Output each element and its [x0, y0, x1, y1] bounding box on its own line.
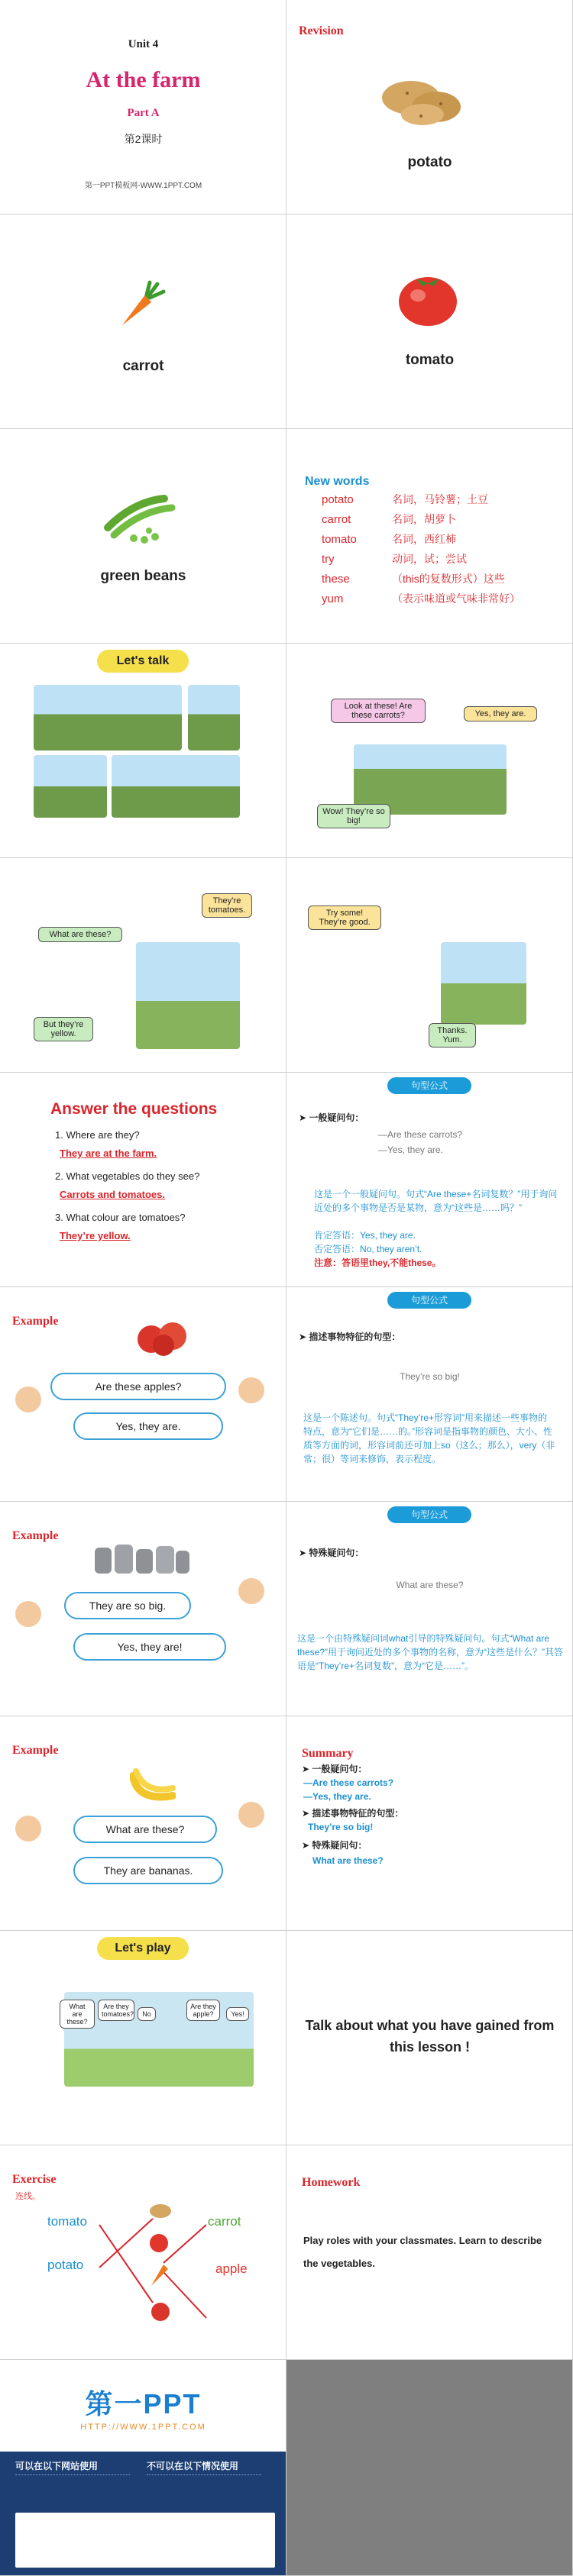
bubble-they-are-so-big: They are so big.: [64, 1592, 191, 1619]
slide-dialogue-try: [286, 858, 573, 1073]
bubble-yes-they-are: Yes, they are.: [464, 706, 537, 721]
pattern-pill: 句型公式: [387, 1506, 471, 1523]
new-word-row: potato 名词，马铃薯；土豆: [322, 493, 488, 506]
pattern-negative: 否定答语：No, they aren’t.: [314, 1244, 422, 1254]
slide-lets-play: [0, 1931, 286, 2145]
farm-scene-4: [112, 755, 240, 818]
bubble-theyre-tomatoes: They’re tomatoes.: [202, 893, 252, 918]
girl-left-avatar: [15, 1601, 41, 1627]
exercise-word-apple: apple: [215, 2261, 248, 2276]
slide-exercise: [0, 2145, 286, 2360]
slide-homework: [286, 2145, 573, 2360]
homework-text: Play roles with your classmates. Learn to describe the vegetables.: [303, 2235, 542, 2269]
exercise-instruction: 连线。: [15, 2192, 40, 2201]
slide-pattern-describe: [286, 1287, 573, 1502]
not-allowed-notes: [147, 2474, 261, 2505]
bubble-no: No: [138, 2007, 156, 2021]
slide-title: [0, 0, 286, 215]
bubble-but-yellow: But they’re yellow.: [34, 1017, 93, 1041]
slide-example-apples: [0, 1287, 286, 1502]
new-word-row: carrot 名词，胡萝卜: [322, 513, 456, 526]
slide-example-bananas: [0, 1716, 286, 1931]
lets-play-pill: Let's play: [97, 1937, 189, 1960]
slide-blank-gray: [286, 2360, 573, 2576]
example-heading: Example: [12, 1315, 59, 1328]
tomato-image: [393, 268, 462, 329]
pattern-pill: 句型公式: [387, 1292, 471, 1309]
bubble-yes-they-are: Yes, they are.: [73, 1412, 223, 1440]
brand-logo: 第一PPT: [85, 2388, 202, 2419]
girl-right-avatar: [238, 1802, 264, 1828]
bubble-what-are-these: What are these?: [73, 1816, 217, 1843]
part-label: Part A: [127, 107, 160, 119]
answer-2: Carrots and tomatoes.: [60, 1189, 165, 1200]
new-word-row: try 动词，试；尝试: [322, 553, 467, 566]
pattern-head: ➤ 描述事物特征的句型：: [299, 1332, 401, 1342]
slide-answer-questions: [0, 1073, 286, 1287]
bubble-are-they-tomatoes: Are they tomatoes?: [98, 2000, 134, 2021]
pattern-pill: 句型公式: [387, 1077, 471, 1094]
bubble-what-are-these: What are these?: [38, 927, 122, 942]
pattern-positive: 肯定答语：Yes, they are.: [314, 1230, 416, 1241]
bubble-try-some: Try some! They’re good.: [308, 905, 381, 930]
slide-green-beans: [0, 429, 286, 644]
slide-brand: [0, 2360, 286, 2576]
exercise-word-tomato: tomato: [47, 2214, 87, 2229]
summary-line-2: —Are these carrots?: [303, 1777, 394, 1788]
talk-about-text: Talk about what you have gained from this lesson !: [305, 2018, 555, 2055]
bubble-thanks: Thanks. Yum.: [429, 1023, 476, 1048]
brand-info-panel: [0, 2452, 286, 2576]
bubble-are-these-apples: Are these apples?: [50, 1373, 226, 1400]
slide-summary: [286, 1716, 573, 1931]
exercise-heading: Exercise: [12, 2173, 57, 2186]
period-label: 第2课时: [124, 133, 163, 145]
girl-right-avatar: [238, 1578, 264, 1604]
potato-image: [377, 69, 468, 130]
pattern-head: ➤ 特殊疑问句：: [299, 1548, 364, 1558]
pattern-head: ➤ 一般疑问句：: [299, 1112, 364, 1123]
slide-new-words: [286, 429, 573, 644]
pattern-example: What are these?: [396, 1580, 464, 1590]
unit-label: Unit 4: [128, 38, 159, 50]
bubble-are-they-apple: Are they apple?: [186, 2000, 220, 2021]
farm-scene-1: [34, 685, 182, 751]
not-allowed-heading: 不可以在以下情况使用: [147, 2461, 239, 2471]
girl-left-avatar: [15, 1386, 41, 1412]
question-1: 1. Where are they?: [55, 1129, 140, 1141]
new-words-heading: New words: [305, 475, 370, 488]
pattern-explain: 这是一个陈述句。句式“They’re+形容词”用来描述一些事物的特点，意为“它们是……的。”形容词是指事物的颜色、大小、性质等方面的词，形容词前还可加上so（这么；那么），very（非常；很）等词来修饰，表示程度。: [303, 1412, 555, 1464]
new-word-row: tomato 名词，西红柿: [322, 533, 456, 546]
word-tomato: tomato: [405, 352, 455, 368]
answer-questions-title: Answer the questions: [50, 1100, 218, 1118]
farm-scene-2: [188, 685, 240, 751]
exercise-word-potato: potato: [47, 2258, 84, 2272]
green-beans-image: [103, 494, 180, 547]
example-heading: Example: [12, 1529, 59, 1542]
source-label: 第一PPT模板网-WWW.1PPT.COM: [84, 182, 202, 190]
bubble-what-are-these: What are these?: [60, 2000, 95, 2029]
try-scene: [441, 942, 526, 1025]
lesson-title: At the farm: [86, 67, 201, 92]
pattern-warning: 注意：答语里they,不能these。: [314, 1257, 442, 1268]
link-list-box: [15, 2513, 275, 2568]
question-2: 2. What vegetables do they see?: [55, 1170, 200, 1182]
pattern-example: They’re so big!: [400, 1371, 460, 1382]
new-word-row: these （this的复数形式）这些: [322, 573, 505, 586]
slide-dialogue-tomatoes: [0, 858, 286, 1073]
girl-right-avatar: [238, 1377, 264, 1403]
apples-image: [134, 1318, 196, 1356]
question-3: 3. What colour are tomatoes?: [55, 1212, 186, 1223]
summary-line-3: —Yes, they are.: [303, 1791, 371, 1802]
slide-talk-about: [286, 1931, 573, 2145]
bubble-they-are-bananas: They are bananas.: [73, 1857, 223, 1884]
bubble-yes-they-are: Yes, they are!: [73, 1633, 226, 1661]
word-green-beans: green beans: [100, 568, 186, 584]
slide-revision: [286, 0, 573, 215]
summary-title: Summary: [302, 1747, 354, 1760]
girl-left-avatar: [15, 1816, 41, 1842]
bubble-wow: Wow! They’re so big!: [317, 804, 390, 828]
farm-scene-3: [34, 755, 107, 818]
revision-heading: Revision: [299, 24, 344, 37]
slide-carrot: [0, 215, 286, 429]
word-potato: potato: [407, 154, 452, 170]
pattern-ex2: —Yes, they are.: [378, 1144, 443, 1155]
bubble-yes: Yes!: [226, 2007, 249, 2021]
new-words-list: [322, 492, 566, 611]
homework-heading: Homework: [302, 2176, 361, 2189]
answer-3: They’re yellow.: [60, 1230, 131, 1241]
summary-line-4: ➤ 描述事物特征的句型：: [302, 1808, 404, 1819]
new-word-row: yum （表示味道或气味非常好）: [322, 592, 520, 605]
example-heading: Example: [12, 1744, 59, 1757]
lets-talk-pill: Let's talk: [97, 650, 189, 673]
pattern-explain: 这是一个一般疑问句。句式“Are these+名词复数？”用于询问近处的多个事物是否是某物，意为“这些是……吗？”: [314, 1189, 558, 1213]
slide-example-big: [0, 1502, 286, 1716]
carrot-image: [115, 279, 168, 333]
summary-line-1: ➤ 一般疑问句：: [302, 1764, 367, 1774]
summary-line-6: ➤ 特殊疑问句：: [302, 1840, 367, 1851]
tomato-scene: [136, 942, 240, 1049]
slide-pattern-what: [286, 1502, 573, 1716]
answer-1: They are at the farm.: [60, 1148, 157, 1159]
summary-line-7: What are these?: [312, 1855, 384, 1866]
allowed-heading: 可以在以下网站使用: [15, 2461, 99, 2471]
bananas-image: [130, 1768, 176, 1805]
allowed-notes: [15, 2474, 130, 2505]
brand-url: HTTP://WWW.1PPT.COM: [80, 2423, 206, 2432]
bubble-look-at-these: Look at these! Are these carrots?: [331, 699, 426, 723]
word-carrot: carrot: [122, 358, 164, 374]
slide-dialogue-carrots: [286, 644, 573, 858]
slide-lets-talk: [0, 644, 286, 858]
slide-pattern-yes-no: [286, 1073, 573, 1287]
pattern-ex1: —Are these carrots?: [378, 1129, 463, 1140]
summary-line-5: They’re so big!: [308, 1822, 374, 1832]
exercise-word-carrot: carrot: [208, 2214, 241, 2229]
slide-tomato: [286, 215, 573, 429]
pattern-explain: 这是一个由特殊疑问词what引导的特殊疑问句。句式“What are these?”用于询问近处的多个事物的名称，意为“这些是什么？”其答语是“They’re+名词复数”，意为“它是……”。: [297, 1633, 564, 1671]
stones-image: [92, 1541, 191, 1577]
question-list: [55, 1129, 284, 1253]
